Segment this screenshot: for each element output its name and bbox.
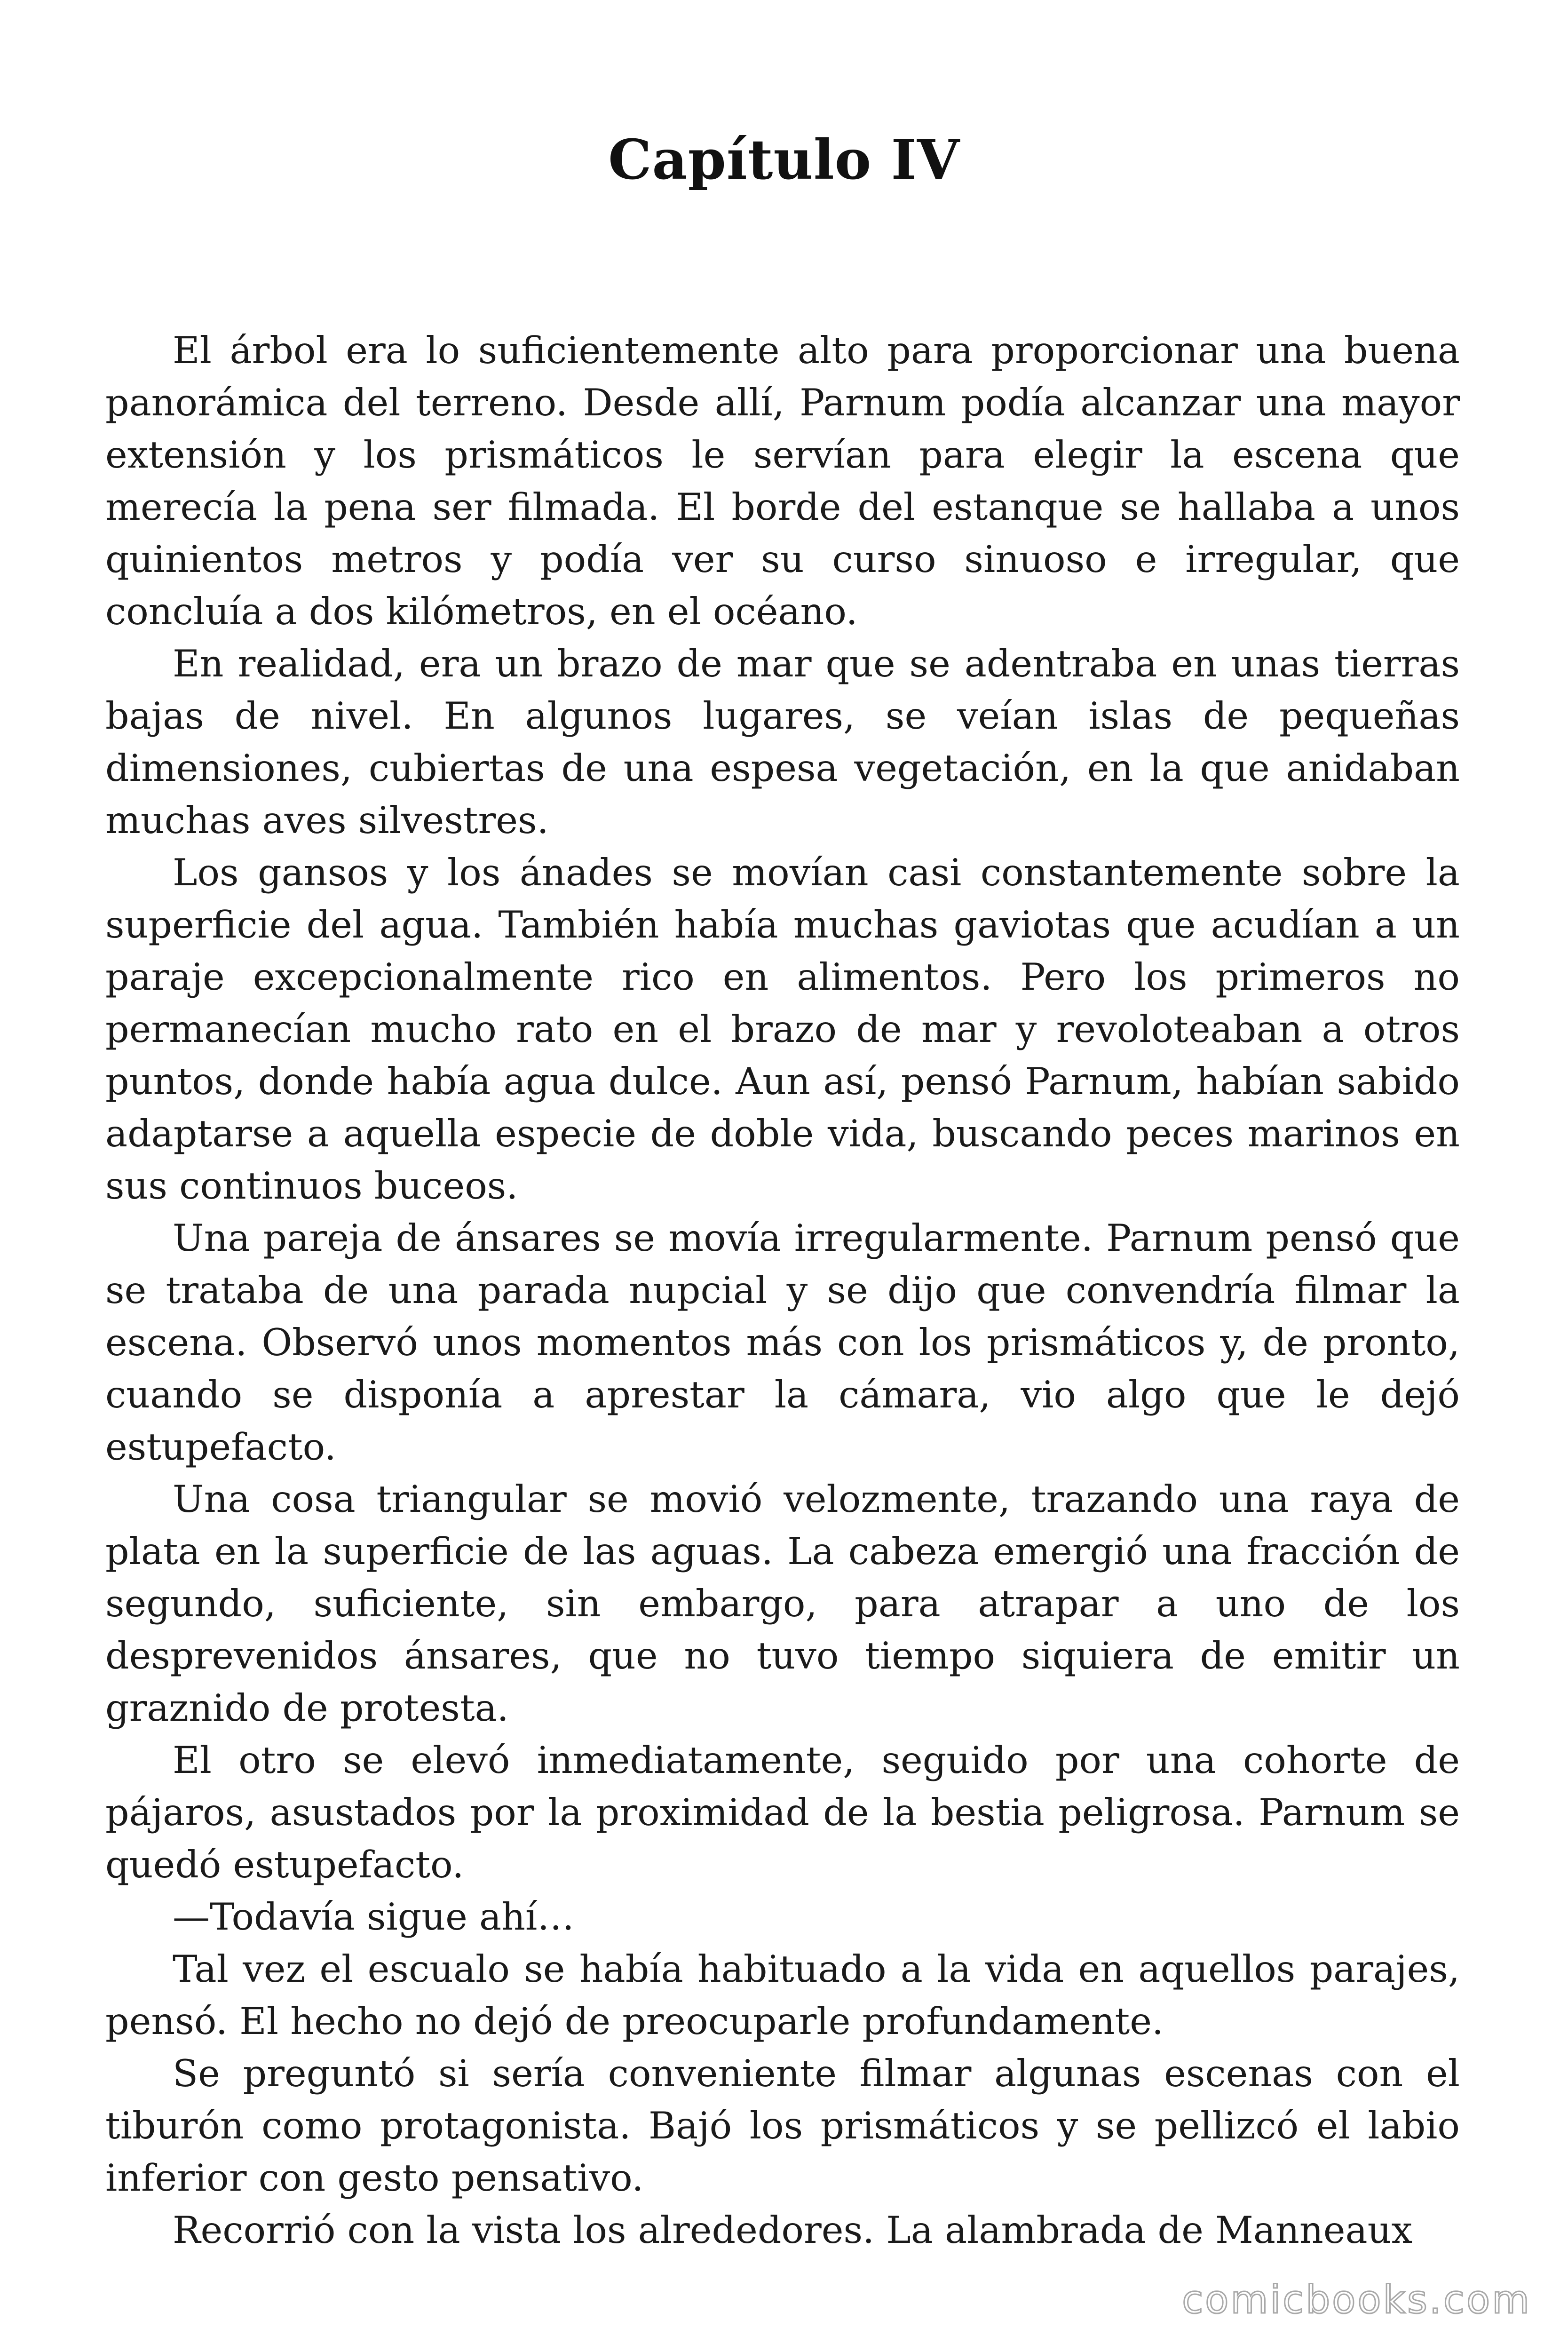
- paragraph: Los gansos y los ánades se movían casi constantemente sobre la superficie del agua. También había muchas gaviotas que acudían a un paraje excepcionalmente rico en alimentos. Pero los primeros no permanecían mucho rato en el brazo de mar y revoloteaban a otros puntos, donde había agua dulce. Aun así, pensó Parnum, habían sabido adaptarse a aquella especie de doble vida, buscando peces marinos en sus continuos buceos.: [105, 851, 1460, 1208]
- paragraph: El otro se elevó inmediatamente, seguido por una cohorte de pájaros, asustados por la proximidad de la bestia peligrosa. Parnum se quedó estupefacto.: [105, 1739, 1460, 1886]
- paragraph: Tal vez el escualo se había habituado a la vida en aquellos parajes, pensó. El hecho no dejó de preocuparle profundamente.: [105, 1947, 1460, 2043]
- chapter-body: [105, 325, 1460, 2257]
- chapter-title: Capítulo IV: [608, 128, 960, 192]
- dialogue-line: —Todavía sigue ahí…: [173, 1895, 575, 1939]
- paragraph: En realidad, era un brazo de mar que se adentraba en unas tierras bajas de nivel. En algunos lugares, se veían islas de pequeñas dimensiones, cubiertas de una espesa vegetación, en la que anidaban muchas aves silvestres.: [105, 642, 1460, 842]
- paragraph: Se preguntó si sería conveniente filmar algunas escenas con el tiburón como protagonista. Bajó los prismáticos y se pellizcó el labio inferior con gesto pensativo.: [105, 2052, 1460, 2200]
- paragraph: Una cosa triangular se movió velozmente, trazando una raya de plata en la superficie de las aguas. La cabeza emergió una fracción de segundo, suficiente, sin embargo, para atrapar a uno de los desprevenidos ánsares, que no tuvo tiempo siquiera de emitir un graznido de protesta.: [105, 1478, 1460, 1730]
- watermark: comicbooks.com: [1182, 2278, 1531, 2322]
- paragraph: Recorrió con la vista los alrededores. La alambrada de Manneaux: [173, 2209, 1413, 2252]
- paragraph: El árbol era lo suficientemente alto para proporcionar una buena panorámica del terreno. Desde allí, Parnum podía alcanzar una mayor extensión y los prismáticos le servían para elegir la escena que merecía la pena ser filmada. El borde del estanque se hallaba a unos quinientos metros y podía ver su curso sinuoso e irregular, que concluía a dos kilómetros, en el océano.: [105, 329, 1460, 633]
- paragraph: Una pareja de ánsares se movía irregularmente. Parnum pensó que se trataba de una parada nupcial y se dijo que convendría filmar la escena. Observó unos momentos más con los prismáticos y, de pronto, cuando se disponía a aprestar la cámara, vio algo que le dejó estupefacto.: [105, 1216, 1460, 1469]
